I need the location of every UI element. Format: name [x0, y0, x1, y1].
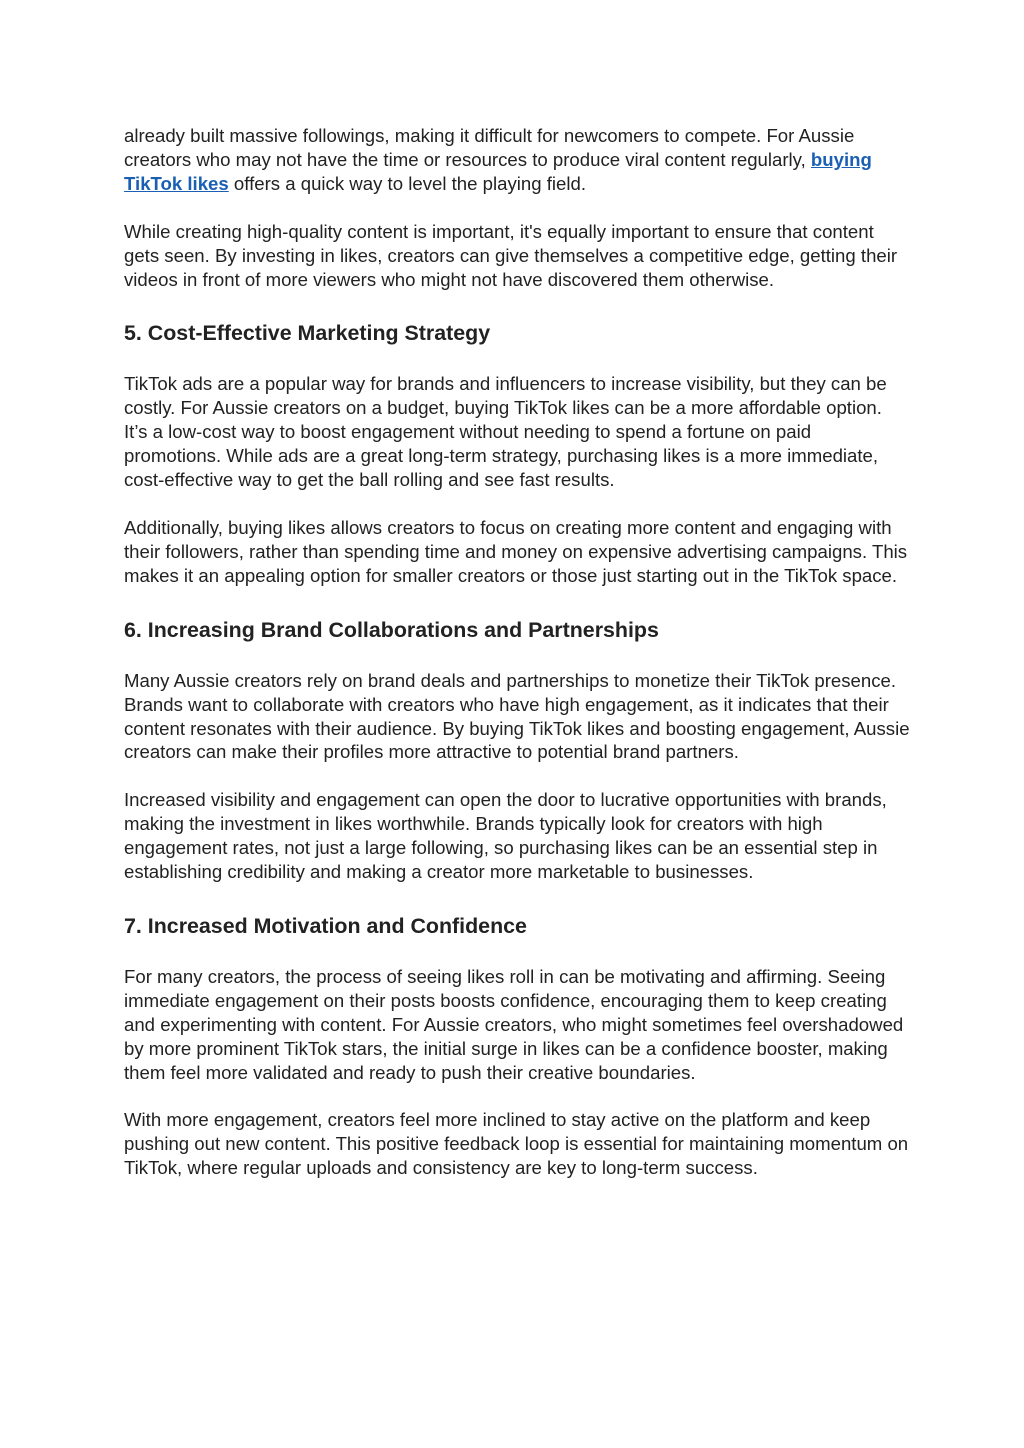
section-7-heading: 7. Increased Motivation and Confidence [124, 913, 527, 938]
section-6-heading: 6. Increasing Brand Collaborations and Partnerships [124, 617, 659, 642]
intro-text-before-link: already built massive followings, making it difficult for newcomers to compete. For Aussie creators who may not have the time or resources to produce viral content regularly, [124, 125, 855, 170]
section-6-paragraph-2: Increased visibility and engagement can open the door to lucrative opportunities with brands, making the investment in likes worthwhile. Brands typically look for creators with high engagement rates, not just a large following, so purchasing likes can be an essential step in establishing credibility and making a creator more marketable to businesses. [124, 789, 887, 883]
section-6-paragraph-1: Many Aussie creators rely on brand deals and partnerships to monetize their TikTok presence. Brands want to collaborate with creators who have high engagement, as it indicates that their content resonates with their audience. By buying TikTok likes and boosting engagement, Aussie creators can make their profiles more attractive to potential brand partners. [124, 669, 910, 763]
section-5-heading: 5. Cost-Effective Marketing Strategy [124, 321, 491, 346]
buying-tiktok-likes-link[interactable]: buying TikTok likes [124, 148, 872, 194]
section-5-paragraph-1: TikTok ads are a popular way for brands and influencers to increase visibility, but they can be costly. For Aussie creators on a budget, buying TikTok likes can be a more affordable option. It’s a low-cost way to boost engagement without needing to spend a fortune on paid promotions. While ads are a great long-term strategy, purchasing likes is a more immediate, cost-effective way to get the ball rolling and see fast results. [124, 373, 887, 491]
intro-text-after-link: offers a quick way to level the playing field. [228, 172, 587, 194]
intro-paragraph-1 [124, 124, 910, 196]
intro-paragraph-2: While creating high-quality content is important, it's equally important to ensure that content gets seen. By investing in likes, creators can give themselves a competitive edge, getting their videos in front of more viewers who might not have discovered them otherwise. [124, 220, 898, 290]
section-7-paragraph-1: For many creators, the process of seeing likes roll in can be motivating and affirming. Seeing immediate engagement on their posts boosts confidence, encouraging them to keep creating and experimenting with content. For Aussie creators, who might sometimes feel overshadowed by more prominent TikTok stars, the initial surge in likes can be a confidence booster, making them feel more validated and ready to push their creative boundaries. [124, 965, 904, 1083]
section-5-paragraph-2: Additionally, buying likes allows creators to focus on creating more content and engaging with their followers, rather than spending time and money on expensive advertising campaigns. This makes it an appealing option for smaller creators or those just starting out in the TikTok space. [124, 516, 908, 586]
document-page [124, 124, 910, 1180]
section-7-paragraph-2: With more engagement, creators feel more inclined to stay active on the platform and keep pushing out new content. This positive feedback loop is essential for maintaining momentum on TikTok, where regular uploads and consistency are key to long-term success. [124, 1109, 909, 1179]
